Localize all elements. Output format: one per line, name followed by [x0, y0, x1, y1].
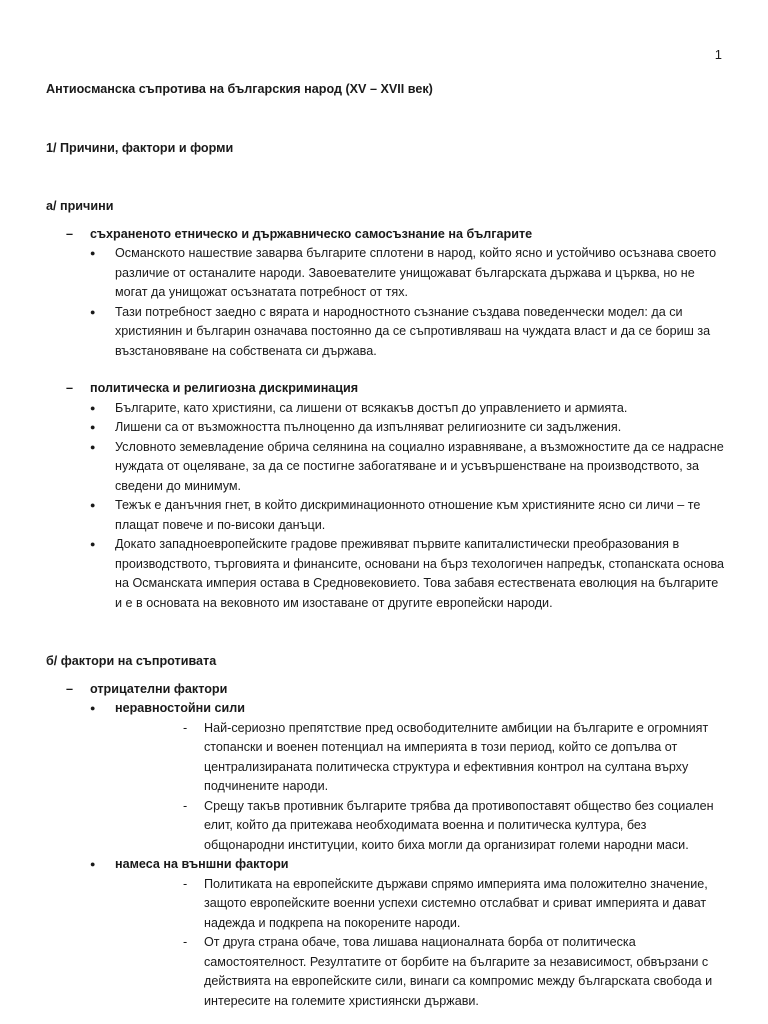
factor-item-heading: неравностойни сили	[115, 701, 245, 715]
dash-item: - От друга страна обаче, това лишава националната борба от политическа самостоятелност. Резултатите от борбите на българите за независимост, обвързани с действията на европейските сили, винаги са компромис между българската свобода и интересите на големите християнски държави.	[115, 933, 726, 1011]
factor-item	[46, 855, 726, 1011]
factor-bullet-list	[46, 699, 726, 1011]
bullet-item: ● Условното земевладение обрича селянина на социално изравняване, а възможностите да се надрасне нуждата от оцеляване, за да се постигне забогатяване и и усъвършенстване на производството, за сведени до минимум.	[46, 438, 726, 497]
section-1-title: 1/ Причини, фактори и форми	[46, 140, 234, 155]
bullet-item: ● Лишени са от възможността пълноценно да изпълняват религиозните си задължения.	[46, 418, 726, 438]
cause-heading: – съхраненото етническо и държавническо самосъзнание на българите	[46, 225, 726, 245]
factor-item	[46, 699, 726, 855]
cause-group	[46, 379, 726, 613]
cause-heading: – политическа и религиозна дискриминация	[46, 379, 726, 399]
factor-dash-list	[115, 719, 726, 856]
dash-item: - Политиката на европейските държави спрямо империята има положително значение, защото европейските военни успехи системно отслабват и сриват империята и дават надежда и подкрепа на покорените народи.	[115, 875, 726, 934]
document-title: Антиосманска съпротива на българския народ (XV – XVII век)	[46, 82, 433, 96]
cause-bullet-list	[46, 399, 726, 614]
bullet-item: ● Докато западноевропейските градове преживяват първите капиталистически преобразования в производството, търговията и финансите, основани на бърз техологичен напредък, стопанската основа на Османската империя остава в Средновековието. Това забавя естествената еволюция на българите и е в основата на вековното им изоставане от другите европейски народи.	[46, 535, 726, 613]
cause-bullet-list	[46, 244, 726, 361]
bullet-item: ● Османското нашествие заварва българите сплотени в народ, който ясно и устойчиво осъзнава своето различие от останалите народи. Завоевателите унищожават българската държава и църква, но не могат да унищожат осъзнатата потребност от тях.	[46, 244, 726, 303]
subsection-b-title: б/ фактори на съпротивата	[46, 654, 217, 668]
factor-group	[46, 680, 726, 1012]
dash-item: - Срещу такъв противник българите трябва да противопоставят общество без социален елит, който да притежава необходимата военна и политическа култура, без общонародни институции, които биха могли да организират големи народни маси.	[115, 797, 726, 856]
dash-item: - Най-сериозно препятствие пред освободителните амбиции на българите е огромният стопански и военен потенциал на империята в този период, който се допълва от централизираната политическа структура и ефективния контрол на султана върху подчинените народи.	[115, 719, 726, 797]
page-number: 1	[714, 47, 722, 62]
bullet-item: ● Тази потребност заедно с вярата и народностното съзнание създава поведенчески модел: да си християнин и българин означава постоянно да се съпротивляваш на чуждата власт и да се бориш за възстановяване на собствената си държава.	[46, 303, 726, 362]
subsection-a-title: а/ причини	[46, 199, 114, 213]
bullet-item: ● Българите, като християни, са лишени от всякакъв достъп до управлението и армията.	[46, 399, 726, 419]
bullet-item: ● Тежък е данъчния гнет, в който дискриминационното отношение към християните ясно си личи – те плащат повече и по-високи данъци.	[46, 496, 726, 535]
factor-dash-list	[115, 875, 726, 1012]
cause-group	[46, 225, 726, 362]
document-body	[46, 80, 726, 1011]
factor-heading: – отрицателни фактори	[46, 680, 726, 700]
factor-item-heading: намеса на външни фактори	[115, 857, 289, 871]
